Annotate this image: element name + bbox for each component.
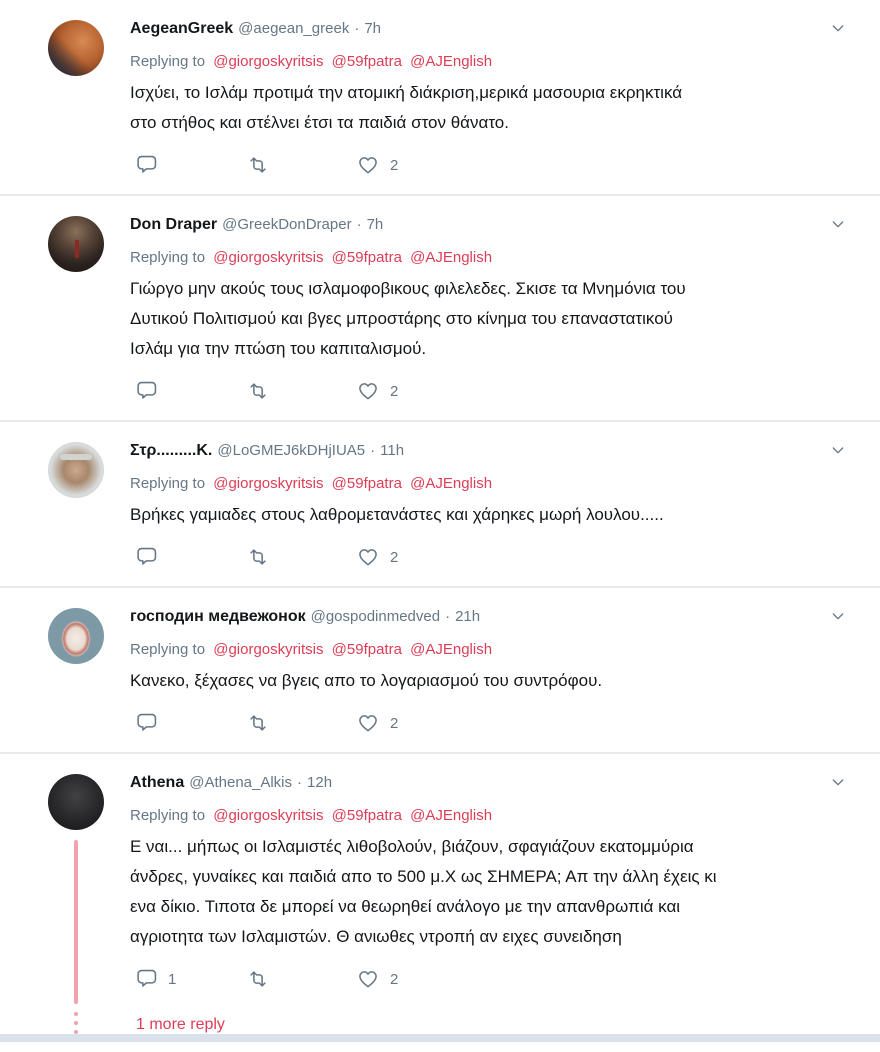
like-icon	[356, 154, 380, 176]
mention-link[interactable]: @59fpatra	[331, 53, 402, 70]
reply-button[interactable]	[136, 968, 246, 990]
tweet-content	[130, 20, 880, 176]
reply-button[interactable]	[136, 712, 246, 734]
tweet-content	[130, 442, 880, 568]
mention-link[interactable]: @AJEnglish	[410, 641, 493, 658]
tweet-body-line: Κανεκο, ξέχασες να βγεις απο το λογαριασμού του συντρόφου.	[130, 671, 603, 690]
reply-icon	[136, 712, 158, 734]
retweet-button[interactable]	[246, 546, 356, 568]
timestamp[interactable]: 7h	[364, 20, 382, 37]
tweet-body-line: Ε ναι... μήπως οι Ισλαμιστές λιθοβολούν, βιάζουν, σφαγιάζουν εκατομμύρια	[130, 837, 694, 856]
tweet	[0, 0, 880, 196]
retweet-icon	[246, 380, 270, 402]
chevron-down-icon[interactable]	[830, 20, 846, 38]
user-handle[interactable]: @LoGMEJ6kDHjIUA5	[217, 442, 366, 459]
mention-link[interactable]: @59fpatra	[331, 807, 402, 824]
tweet	[0, 196, 880, 422]
user-handle[interactable]: @Athena_Alkis	[189, 774, 293, 791]
retweet-icon	[246, 968, 270, 990]
tweet-header	[130, 608, 840, 632]
mention-link[interactable]: @59fpatra	[331, 249, 402, 266]
timestamp[interactable]: 7h	[366, 216, 384, 233]
display-name[interactable]: господин медвежонок	[130, 608, 306, 625]
timestamp[interactable]: 12h	[307, 774, 333, 791]
chevron-down-icon[interactable]	[830, 216, 846, 234]
like-count: 2	[390, 548, 399, 566]
avatar-column	[48, 442, 130, 568]
tweet-body-line: άνδρες, γυναίκες και παιδιά απο το 500 μ.Χ ως ΣΗΜΕΡΑ; Απ την άλλη έχεις κι	[130, 867, 717, 886]
mention-link[interactable]: @AJEnglish	[410, 249, 493, 266]
replying-to-row	[130, 53, 840, 70]
like-button[interactable]	[356, 380, 466, 402]
tweet-content	[130, 216, 880, 402]
tweet-content	[130, 608, 880, 734]
tweet-body	[130, 78, 840, 138]
like-count: 2	[390, 970, 399, 988]
tweet-body-line: Γιώργο μην ακούς τους ισλαμοφοβικους φιλελεδες. Σκισε τα Μνημόνια του	[130, 279, 686, 298]
replying-to-label: Replying to	[130, 249, 206, 266]
timestamp[interactable]: 11h	[380, 442, 405, 459]
avatar[interactable]	[48, 608, 104, 664]
tweet-header	[130, 20, 840, 44]
tweet-body-line: Ισλάμ για την πτώση του καπιταλισμού.	[130, 339, 427, 358]
replying-to-label: Replying to	[130, 475, 206, 492]
meta-dot: ·	[445, 608, 451, 625]
tweet-actions	[136, 968, 840, 990]
tweet-body-line: Ισχύει, το Ισλάμ προτιμά την ατομική διάκριση,μερικά μασουρια εκρηκτικά	[130, 83, 683, 102]
meta-dot: ·	[297, 774, 303, 791]
replying-to-label: Replying to	[130, 807, 206, 824]
display-name[interactable]: AegeanGreek	[130, 20, 234, 37]
tweet	[0, 422, 880, 588]
avatar-column	[48, 608, 130, 734]
avatar[interactable]	[48, 442, 104, 498]
retweet-button[interactable]	[246, 968, 356, 990]
chevron-down-icon[interactable]	[830, 608, 846, 626]
reply-count: 1	[168, 970, 177, 988]
tweet-actions	[136, 154, 840, 176]
tweet-header	[130, 442, 840, 466]
mention-link[interactable]: @59fpatra	[331, 641, 402, 658]
tweet-body	[130, 274, 840, 364]
mention-link[interactable]: @giorgoskyritsis	[213, 641, 324, 658]
bottom-divider	[0, 1034, 880, 1042]
like-button[interactable]	[356, 712, 466, 734]
reply-button[interactable]	[136, 380, 246, 402]
like-icon	[356, 546, 380, 568]
mention-link[interactable]: @giorgoskyritsis	[213, 53, 324, 70]
replying-to-label: Replying to	[130, 641, 206, 658]
mention-link[interactable]: @AJEnglish	[410, 475, 493, 492]
tweet-body-line: αγριοτητα των Ισλαμιστών. Θ ανιωθες ντροπή αν ειχες συνειδηση	[130, 927, 622, 946]
mention-link[interactable]: @giorgoskyritsis	[213, 475, 324, 492]
avatar[interactable]	[48, 774, 104, 830]
replying-to-row	[130, 475, 840, 492]
mention-link[interactable]: @giorgoskyritsis	[213, 807, 324, 824]
like-count: 2	[390, 714, 399, 732]
tweet	[0, 588, 880, 754]
user-handle[interactable]: @gospodinmedved	[310, 608, 441, 625]
tweet-body-line: στο στήθος και στέλνει έτσι τα παιδιά στον θάνατο.	[130, 113, 509, 132]
tweet-header	[130, 216, 840, 240]
display-name[interactable]: Athena	[130, 774, 185, 791]
like-count: 2	[390, 382, 399, 400]
tweet-actions	[136, 380, 840, 402]
meta-dot: ·	[370, 442, 376, 459]
replying-to-row	[130, 249, 840, 266]
retweet-icon	[246, 154, 270, 176]
mention-link[interactable]: @AJEnglish	[410, 53, 493, 70]
tweet-header	[130, 774, 840, 798]
like-icon	[356, 712, 380, 734]
avatar-column	[48, 20, 130, 176]
tweet	[0, 754, 880, 1052]
retweet-button[interactable]	[246, 154, 356, 176]
retweet-icon	[246, 712, 270, 734]
mention-link[interactable]: @AJEnglish	[410, 807, 493, 824]
tweet-content	[130, 774, 880, 1034]
like-icon	[356, 380, 380, 402]
retweet-button[interactable]	[246, 712, 356, 734]
avatar[interactable]	[48, 216, 104, 272]
reply-icon	[136, 546, 158, 568]
like-button[interactable]	[356, 154, 466, 176]
replying-to-row	[130, 641, 840, 658]
mention-link[interactable]: @giorgoskyritsis	[213, 249, 324, 266]
retweet-icon	[246, 546, 270, 568]
like-icon	[356, 968, 380, 990]
like-button[interactable]	[356, 546, 466, 568]
reply-icon	[136, 380, 158, 402]
tweet-body	[130, 666, 840, 696]
reply-button[interactable]	[136, 546, 246, 568]
timestamp[interactable]: 21h	[455, 608, 481, 625]
replying-to-label: Replying to	[130, 53, 206, 70]
like-button[interactable]	[356, 968, 466, 990]
user-handle[interactable]: @GreekDonDraper	[222, 216, 352, 233]
user-handle[interactable]: @aegean_greek	[238, 20, 350, 37]
avatar[interactable]	[48, 20, 104, 76]
display-name[interactable]: Don Draper	[130, 216, 218, 233]
tweet-actions	[136, 546, 840, 568]
avatar-column	[48, 216, 130, 402]
tweet-body	[130, 832, 840, 952]
tweet-body-line: Βρήκες γαμιαδες στους λαθρομετανάστες και χάρηκες μωρή λουλου.....	[130, 505, 664, 524]
more-replies-link[interactable]: 1 more reply	[136, 1016, 225, 1033]
reply-icon	[136, 154, 158, 176]
mention-link[interactable]: @59fpatra	[331, 475, 402, 492]
thread-connector-line	[74, 840, 78, 1004]
meta-dot: ·	[356, 216, 362, 233]
tweet-body-line: Δυτικού Πολιτισμού και βγες μπροστάρης στο κίνημα του επαναστατικού	[130, 309, 673, 328]
reply-button[interactable]	[136, 154, 246, 176]
thread-connector-dots	[74, 1012, 78, 1034]
meta-dot: ·	[354, 20, 360, 37]
reply-icon	[136, 968, 158, 990]
tweet-body	[130, 500, 840, 530]
retweet-button[interactable]	[246, 380, 356, 402]
chevron-down-icon[interactable]	[830, 774, 846, 792]
tweet-actions	[136, 712, 840, 734]
display-name[interactable]: Στρ.........Κ.	[130, 442, 213, 459]
tweet-body-line: ενα δίκιο. Τιποτα δε μπορεί να θεωρηθεί ανάλογο με την απανθρωπιά και	[130, 897, 681, 916]
like-count: 2	[390, 156, 399, 174]
replying-to-row	[130, 807, 840, 824]
chevron-down-icon[interactable]	[830, 442, 846, 460]
avatar-column	[48, 774, 130, 1034]
